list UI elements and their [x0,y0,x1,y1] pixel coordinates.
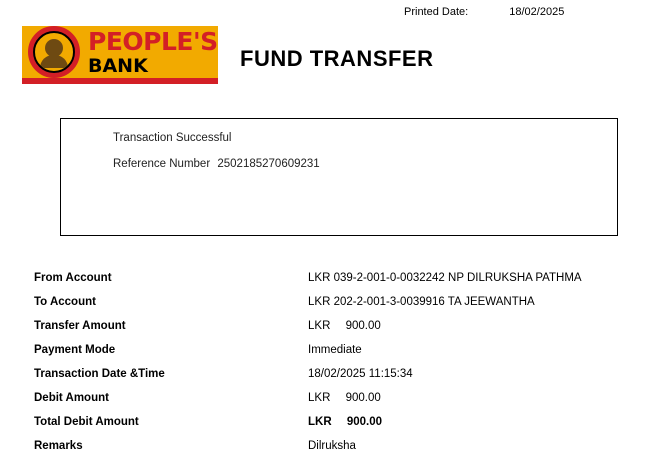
printed-date-label: Printed Date: [404,6,469,18]
detail-row [34,320,634,344]
reference-number-line [113,158,320,170]
detail-value-remarks: Dilruksha [308,440,356,452]
detail-label-from-account: From Account [34,272,112,284]
peoples-bank-emblem-icon [28,26,80,78]
detail-label-debit-amount: Debit Amount [34,392,109,404]
printed-date [404,6,564,18]
detail-label-to-account: To Account [34,296,96,308]
detail-label-transfer-amount: Transfer Amount [34,320,126,332]
detail-row [34,416,634,440]
page-title: FUND TRANSFER [240,46,434,71]
detail-row [34,272,634,296]
detail-label-payment-mode: Payment Mode [34,344,116,356]
peoples-bank-logo [22,26,218,84]
total-debit-amount-value: 900.00 [346,416,383,428]
transaction-details-table [34,272,634,464]
detail-label-transaction-datetime: Transaction Date &Time [34,368,165,380]
detail-row [34,440,634,464]
reference-number-label: Reference Number [113,158,211,170]
debit-amount-currency: LKR [308,392,331,404]
logo-word-bank: BANK [88,54,148,77]
detail-value-total-debit-amount [308,416,382,428]
printed-date-value: 18/02/2025 [509,6,565,18]
logo-wordmark [88,26,218,77]
detail-row [34,296,634,320]
transaction-status-box [60,118,618,236]
transfer-amount-currency: LKR [308,320,331,332]
debit-amount-value: 900.00 [345,392,381,404]
total-debit-amount-currency: LKR [308,416,332,428]
detail-row [34,392,634,416]
document-header [0,26,656,90]
logo-word-peoples: PEOPLE'S [88,26,218,56]
transaction-status-message: Transaction Successful [113,132,232,144]
detail-label-total-debit-amount: Total Debit Amount [34,416,139,428]
detail-row [34,344,634,368]
detail-value-to-account: LKR 202-2-001-3-0039916 TA JEEWANTHA [308,296,535,308]
detail-label-remarks: Remarks [34,440,83,452]
detail-row [34,368,634,392]
emblem-inner-figure-icon [33,31,75,73]
detail-value-transfer-amount [308,320,381,332]
detail-value-debit-amount [308,392,381,404]
transfer-amount-value: 900.00 [345,320,381,332]
detail-value-from-account: LKR 039-2-001-0-0032242 NP DILRUKSHA PATHMA [308,272,582,284]
detail-value-payment-mode: Immediate [308,344,362,356]
detail-value-transaction-datetime: 18/02/2025 11:15:34 [308,368,413,380]
reference-number-value: 2502185270609231 [217,158,320,170]
